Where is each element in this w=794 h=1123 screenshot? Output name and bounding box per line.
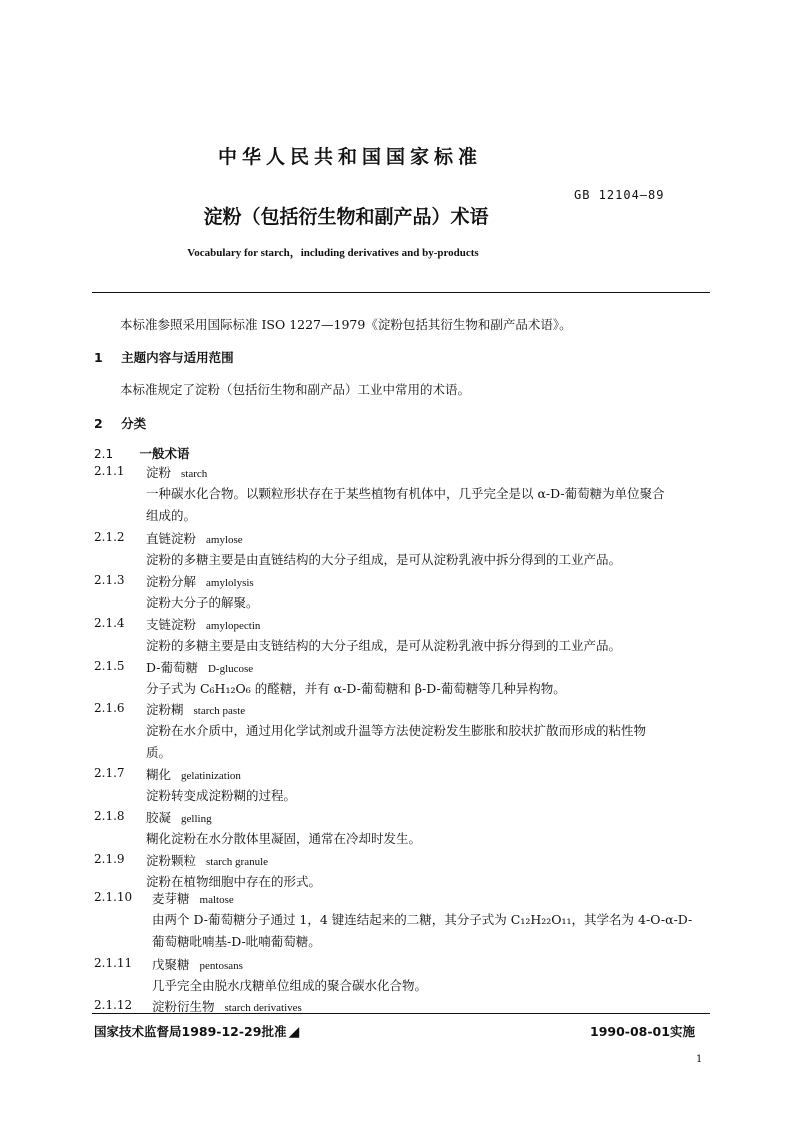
term-chinese: 淀粉糊 [146, 702, 184, 717]
term-definition-line: 淀粉的多糖主要是由直链结构的大分子组成，是可从淀粉乳液中拆分得到的工业产品。 [146, 552, 622, 567]
term-entry [94, 851, 125, 866]
term-number: 2.1.7 [94, 766, 125, 780]
term-definition-line: 分子式为 C₆H₁₂O₆ 的醛糖，并有 α-D-葡萄糖和 β-D-葡萄糖等几种异构物。 [146, 681, 566, 696]
term-english: amylolysis [206, 577, 254, 589]
term-number: 2.1.1 [94, 464, 125, 478]
approval-date [94, 1022, 299, 1040]
term-number: 2.1.9 [94, 852, 125, 866]
term-number: 2.1.3 [94, 573, 125, 587]
term-heading [146, 700, 245, 718]
signature-mark-icon: ◢ [288, 1024, 300, 1040]
term-chinese: 戊聚糖 [152, 957, 190, 972]
term-english: gelling [181, 813, 212, 825]
term-definition-line: 淀粉的多糖主要是由支链结构的大分子组成，是可从淀粉乳液中拆分得到的工业产品。 [146, 638, 622, 653]
document-title: 淀粉（包括衍生物和副产品）术语 [203, 206, 489, 228]
term-number: 2.1.5 [94, 659, 125, 673]
term-english: starch derivatives [224, 1002, 302, 1014]
term-entry [94, 700, 125, 715]
term-definition-line: 淀粉大分子的解聚。 [146, 595, 259, 610]
term-definition-line: 一种碳水化合物。以颗粒形状存在于某些植物有机体中，几乎完全是以 α-D-葡萄糖为单位聚合 [146, 486, 665, 501]
term-heading [146, 851, 268, 869]
term-english: gelatinization [181, 770, 241, 782]
term-english: amylose [206, 534, 243, 546]
term-english: D-glucose [207, 663, 254, 675]
term-heading [146, 572, 254, 590]
term-entry [94, 529, 125, 544]
document-title-english: Vocabulary for starch，including derivatives and by-products [187, 247, 479, 259]
term-english: starch granule [206, 856, 269, 868]
term-entry [94, 997, 132, 1012]
term-entry [94, 572, 125, 587]
term-heading [152, 955, 243, 973]
term-heading [146, 658, 253, 676]
term-english: amylopectin [206, 620, 261, 632]
term-heading [146, 529, 243, 547]
term-heading [152, 889, 234, 907]
implementation-date: 1990-08-01实施 [590, 1024, 695, 1039]
national-standard-heading: 中华人民共和国国家标准 [217, 146, 482, 168]
term-entry [94, 463, 125, 478]
term-chinese: 淀粉颗粒 [146, 853, 197, 868]
section-2-1-heading [94, 444, 189, 462]
term-definition-line: 淀粉在植物细胞中存在的形式。 [146, 874, 322, 889]
term-chinese: D-葡萄糖 [146, 660, 198, 675]
term-number: 2.1.8 [94, 809, 125, 823]
term-english: starch [181, 468, 208, 480]
term-entry [94, 615, 125, 630]
term-chinese: 糊化 [146, 767, 172, 782]
section-number: 2 [94, 416, 103, 431]
term-heading [146, 615, 260, 633]
term-entry [94, 955, 132, 970]
term-number: 2.1.4 [94, 616, 125, 630]
section-1-heading [94, 348, 234, 366]
term-chinese: 支链淀粉 [146, 617, 197, 632]
footer-rule [92, 1013, 710, 1014]
term-definition-line: 组成的。 [146, 508, 197, 523]
term-definition-line: 淀粉转变成淀粉糊的过程。 [146, 788, 297, 803]
term-definition-line: 质。 [146, 745, 172, 760]
term-number: 2.1.10 [94, 890, 133, 904]
term-entry [94, 889, 132, 904]
intro-paragraph: 本标准参照采用国际标准 ISO 1227—1979《淀粉包括其衍生物和副产品术语》。 [120, 317, 572, 332]
term-definition-line: 糊化淀粉在水分散体里凝固，通常在冷却时发生。 [146, 831, 422, 846]
term-chinese: 淀粉分解 [146, 574, 197, 589]
page-number: 1 [696, 1054, 703, 1065]
section-title: 一般术语 [139, 446, 190, 461]
approval-text: 国家技术监督局1989-12-29批准 [94, 1024, 287, 1039]
term-definition-line: 由两个 D-葡萄糖分子通过 1，4 键连结起来的二糖，其分子式为 C₁₂H₂₂O₁₁，其学名为 4-O-α-D- [152, 912, 693, 927]
term-heading [146, 808, 212, 826]
term-english: maltose [199, 894, 234, 906]
term-chinese: 淀粉 [146, 465, 172, 480]
term-definition-line: 葡萄糖吡喃基-D-吡喃葡萄糖。 [152, 934, 321, 949]
term-number: 2.1.2 [94, 530, 125, 544]
section-2-heading [94, 414, 146, 432]
term-chinese: 直链淀粉 [146, 531, 197, 546]
term-heading [146, 463, 207, 481]
term-heading [146, 765, 241, 783]
section-1-text: 本标准规定了淀粉（包括衍生物和副产品）工业中常用的术语。 [120, 382, 471, 397]
term-chinese: 麦芽糖 [152, 891, 190, 906]
term-entry [94, 765, 125, 780]
standard-number: GB 12104—89 [574, 188, 665, 202]
header-rule [92, 292, 710, 293]
section-number: 2.1 [94, 447, 114, 461]
term-chinese: 淀粉衍生物 [152, 999, 215, 1014]
term-entry [94, 658, 125, 673]
section-title: 主题内容与适用范围 [121, 350, 234, 365]
section-number: 1 [94, 350, 103, 365]
term-definition-line: 淀粉在水介质中，通过用化学试剂或升温等方法使淀粉发生膨胀和胶状扩散而形成的粘性物 [146, 723, 647, 738]
term-english: pentosans [199, 960, 243, 972]
term-chinese: 胶凝 [146, 810, 172, 825]
term-entry [94, 808, 125, 823]
term-number: 2.1.12 [94, 998, 133, 1012]
section-title: 分类 [121, 416, 147, 431]
term-definition-line: 几乎完全由脱水戊糖单位组成的聚合碳水化合物。 [152, 978, 428, 993]
term-number: 2.1.6 [94, 701, 125, 715]
term-english: starch paste [193, 705, 246, 717]
term-number: 2.1.11 [94, 956, 133, 970]
